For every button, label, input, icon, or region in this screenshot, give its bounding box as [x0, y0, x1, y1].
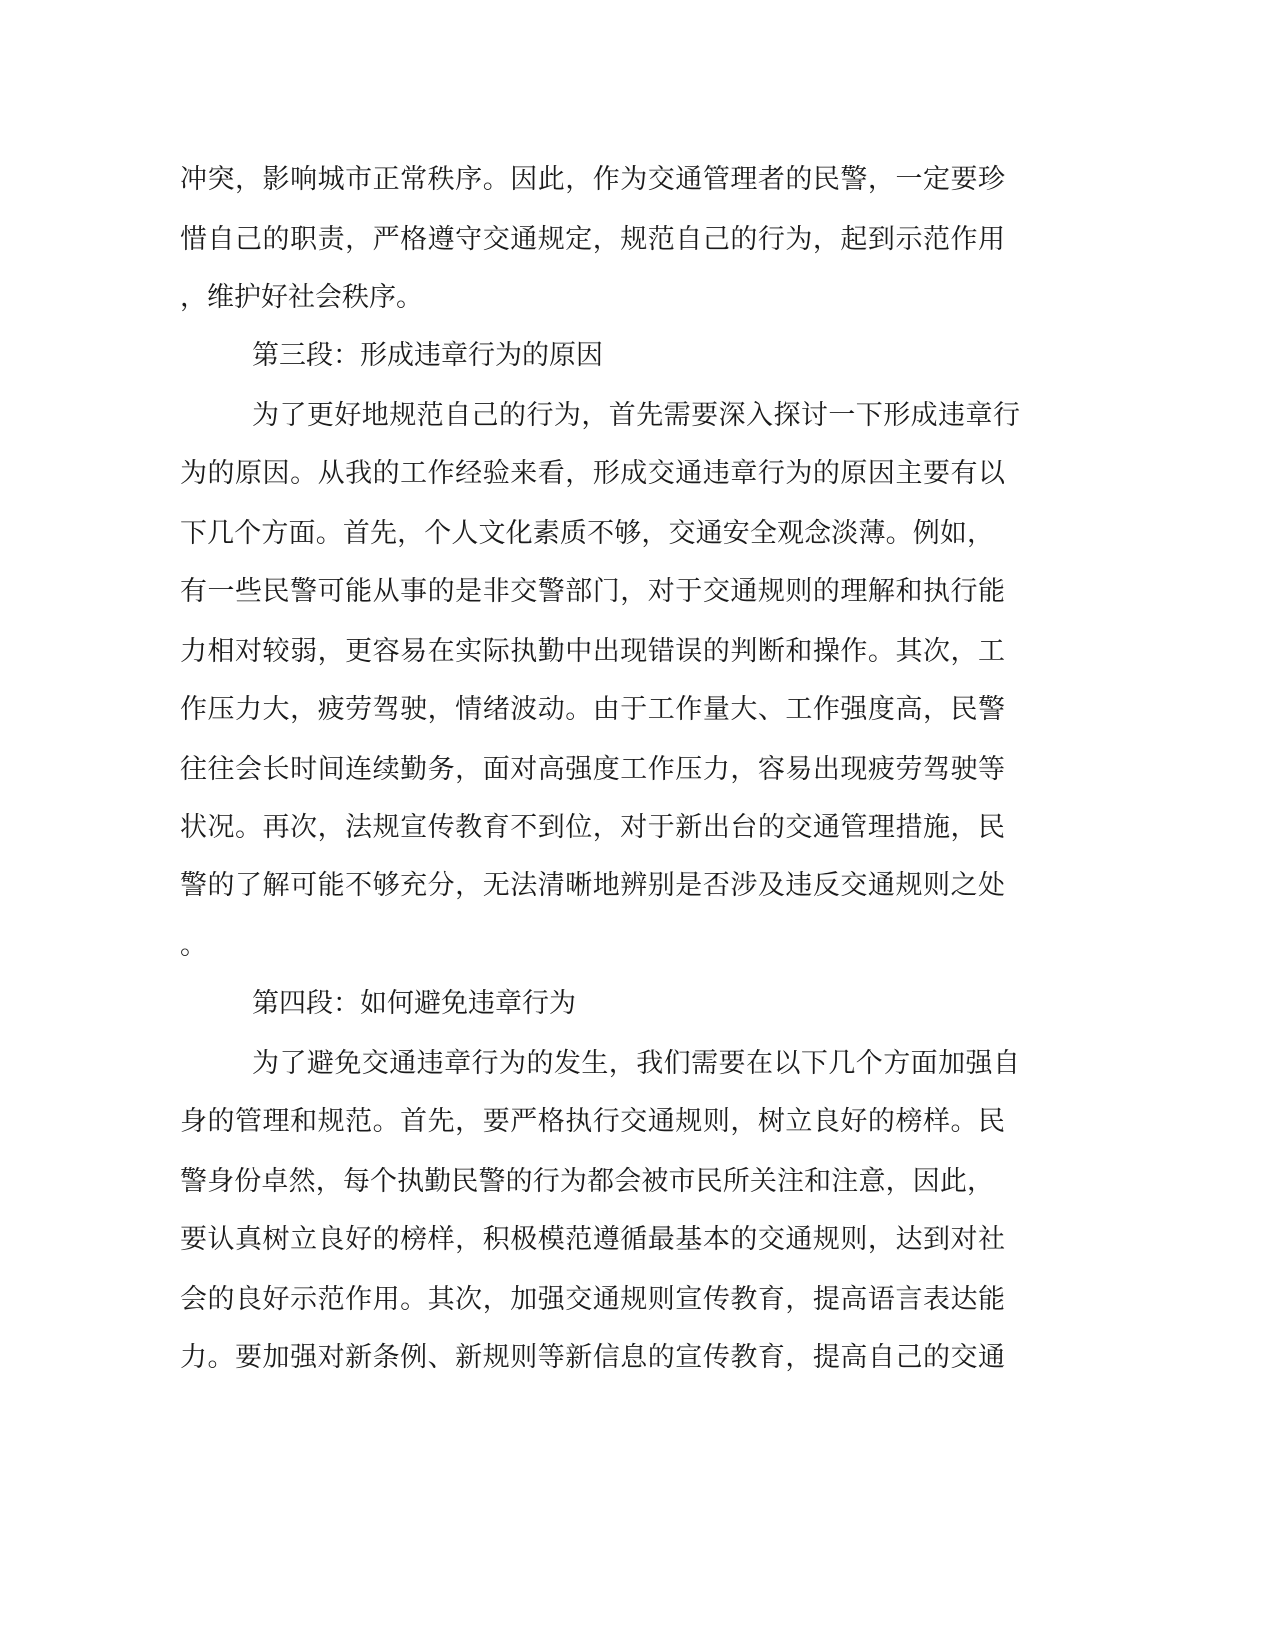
section-heading: 第四段：如何避免违章行为 [252, 988, 576, 1019]
paragraph-line: 警身份卓然，每个执勤民警的行为都会被市民所关注和注意，因此， [180, 1166, 994, 1197]
paragraph-line: 身的管理和规范。首先，要严格执行交通规则，树立良好的榜样。民 [180, 1106, 1005, 1137]
paragraph-line: 力相对较弱，更容易在实际执勤中出现错误的判断和操作。其次，工 [180, 636, 1005, 667]
paragraph-line: 为了避免交通违章行为的发生，我们需要在以下几个方面加强自 [252, 1048, 1020, 1079]
paragraph-line: 会的良好示范作用。其次，加强交通规则宣传教育，提高语言表达能 [180, 1284, 1005, 1315]
paragraph-line: 惜自己的职责，严格遵守交通规定，规范自己的行为，起到示范作用 [180, 224, 1005, 255]
paragraph-line: 警的了解可能不够充分，无法清晰地辨别是否涉及违反交通规则之处 [180, 870, 1005, 901]
paragraph-line: ，维护好社会秩序。 [180, 282, 423, 313]
paragraph-line: 要认真树立良好的榜样，积极模范遵循最基本的交通规则，达到对社 [180, 1224, 1005, 1255]
paragraph-line: 作压力大，疲劳驾驶，情绪波动。由于工作量大、工作强度高，民警 [180, 694, 1005, 725]
paragraph-line: 力。要加强对新条例、新规则等新信息的宣传教育，提高自己的交通 [180, 1342, 1005, 1373]
section-heading: 第三段：形成违章行为的原因 [252, 340, 603, 371]
paragraph-line: 。 [180, 930, 207, 961]
paragraph-line: 冲突，影响城市正常秩序。因此，作为交通管理者的民警，一定要珍 [180, 164, 1005, 195]
paragraph-line: 往往会长时间连续勤务，面对高强度工作压力，容易出现疲劳驾驶等 [180, 754, 1005, 785]
paragraph-line: 下几个方面。首先，个人文化素质不够，交通安全观念淡薄。例如， [180, 518, 994, 549]
paragraph-line: 为的原因。从我的工作经验来看，形成交通违章行为的原因主要有以 [180, 458, 1005, 489]
paragraph-line: 状况。再次，法规宣传教育不到位，对于新出台的交通管理措施，民 [180, 812, 1005, 843]
paragraph-line: 有一些民警可能从事的是非交警部门，对于交通规则的理解和执行能 [180, 576, 1005, 607]
paragraph-line: 为了更好地规范自己的行为，首先需要深入探讨一下形成违章行 [252, 400, 1020, 431]
